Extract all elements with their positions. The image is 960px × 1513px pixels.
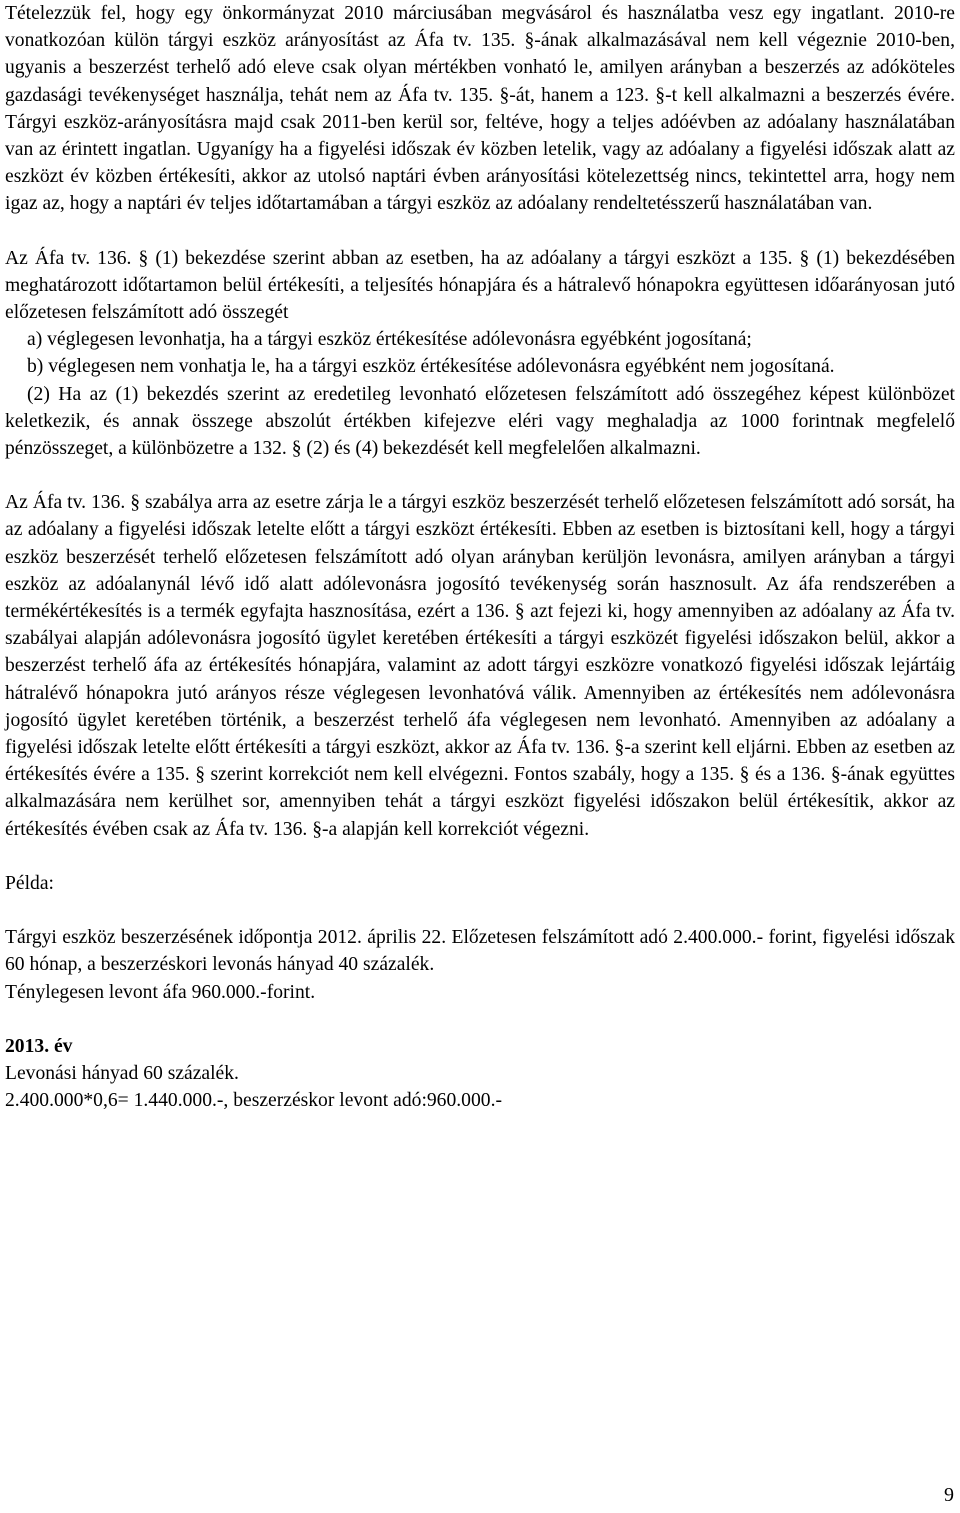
- example-deducted-vat: Ténylegesen levont áfa 960.000.-forint.: [5, 981, 316, 1003]
- paragraph-136-1-b: b) véglegesen nem vonhatja le, ha a tárgyi eszköz értékesítése adólevonásra egyébként nem jogosítaná.: [27, 356, 835, 378]
- paragraph-intro: Tételezzük fel, hogy egy önkormányzat 2010 márciusában megvásárol és használatba vesz egy ingatlant. 2010-re vonatkozóan külön tárgyi eszköz arányosítást az Áfa tv. 135. §-ának alkalmazásával nem kell végeznie 2010-ben, ugyanis a beszerzést terhelő adó eleve csak olyan mértékben vonható le, amilyen arányban a beszerzés az adóköteles gazdasági tevékenységet használja, tehát nem az Áfa tv. 135. §-át, hanem a 123. §-t kell alkalmazni a beszerzés évére. Tárgyi eszköz-arányosításra majd csak 2011-ben kerül sor, feltéve, hogy a teljes adóévben az adóalany használatában van az érintett ingatlan. Ugyanígy ha a figyelési időszak év közben letelik, vagy az adóalany a figyelési időszak alatt az eszközt év közben értékesíti, akkor az utolsó naptári évben arányosítási kötelezettség nincs, tekintettel arra, hogy nem igaz az, hogy a naptári év teljes időtartamában a tárgyi eszköz az adóalany rendeltetésszerű használatában van.: [5, 3, 955, 215]
- spacer: [5, 843, 955, 870]
- calculation-line: 2.400.000*0,6= 1.440.000.-, beszerzéskor levont adó:960.000.-: [5, 1090, 502, 1112]
- paragraph-136-explanation: Az Áfa tv. 136. § szabálya arra az esetre zárja le a tárgyi eszköz beszerzését terhelő előzetesen felszámított adó sorsát, ha az adóalany a figyelési időszak letelte előtt a tárgyi eszközt értékesíti. Ebben az esetben is biztosítani kell, hogy a tárgyi eszköz beszerzését terhelő előzetesen felszámított adó olyan arányban kerüljön levonásra, amilyen arányban a tárgyi eszköz az adóalanynál lévő idő alatt adólevonásra jogosító tevékenység során hasznosult. Az áfa rendszerében a termékértékesítés is a termék egyfajta hasznosítása, ezért a 136. § azt fejezi ki, hogy amennyiben az adóalany az Áfa tv. szabályai alapján adólevonásra jogosító ügylet keretében értékesíti a tárgyi eszközét figyelési időszakon belül, akkor a beszerzést terhelő áfa az értékesítés hónapjára, valamint az adott tárgyi eszközre vonatkozó figyelési időszak lejártáig hátralévő hónapokra jutó arányos része véglegesen levonhatóvá válik. Amennyiben az értékesítés nem adólevonásra jogosító ügylet keretében történik, a beszerzést terhelő áfa véglegesen nem levonható. Amennyiben az adóalany a figyelési időszak letelte előtt értékesíti a tárgyi eszközt, akkor az Áfa tv. 136. §-a szerint kell eljárni. Ebben az esetben az értékesítés évére a 135. § szerint korrekciót nem kell elvégezni. Fontos szabály, hogy a 135. § és a 136. §-ának együttes alkalmazására nem kerülhet sor, amennyiben tehát a tárgyi eszközt figyelési időszakon belül értékesítik, akkor az értékesítés évében csak az Áfa tv. 136. §-a alapján kell korrekciót végezni.: [5, 492, 955, 840]
- page-number: 9: [944, 1484, 954, 1506]
- spacer: [5, 462, 955, 489]
- spacer: [5, 1006, 955, 1033]
- example-description: Tárgyi eszköz beszerzésének időpontja 2012. április 22. Előzetesen felszámított adó 2.400.000.- forint, figyelési időszak 60 hónap, a beszerzéskori levonás hányad 40 százalék.: [5, 927, 955, 976]
- example-label: Példa:: [5, 872, 54, 894]
- paragraph-136-2: (2) Ha az (1) bekezdés szerint az eredetileg levonható előzetesen felszámított adó összegéhez képest különbözet keletkezik, és annak összege abszolút értékben kifejezve eléri vagy meghaladja az 1000 forintnak megfelelő pénzösszeget, a különbözetre a 132. § (2) és (4) bekezdését kell megfelelően alkalmazni.: [5, 383, 955, 460]
- document-page: [5, 0, 955, 1114]
- paragraph-136-1-a: a) véglegesen levonhatja, ha a tárgyi eszköz értékesítése adólevonásra egyébként jogosítaná;: [27, 329, 752, 351]
- year-heading: 2013. év: [5, 1035, 73, 1057]
- deduction-ratio: Levonási hányad 60 százalék.: [5, 1062, 239, 1084]
- paragraph-136-1: Az Áfa tv. 136. § (1) bekezdése szerint abban az esetben, ha az adóalany a tárgyi eszközt a 135. § (1) bekezdésében meghatározott időtartamon belül értékesíti, a teljesítés hónapjára és a hátralevő hónapokra együttesen időarányosan jutó előzetesen felszámított adó összegét: [5, 247, 955, 324]
- spacer: [5, 218, 955, 245]
- spacer: [5, 897, 955, 924]
